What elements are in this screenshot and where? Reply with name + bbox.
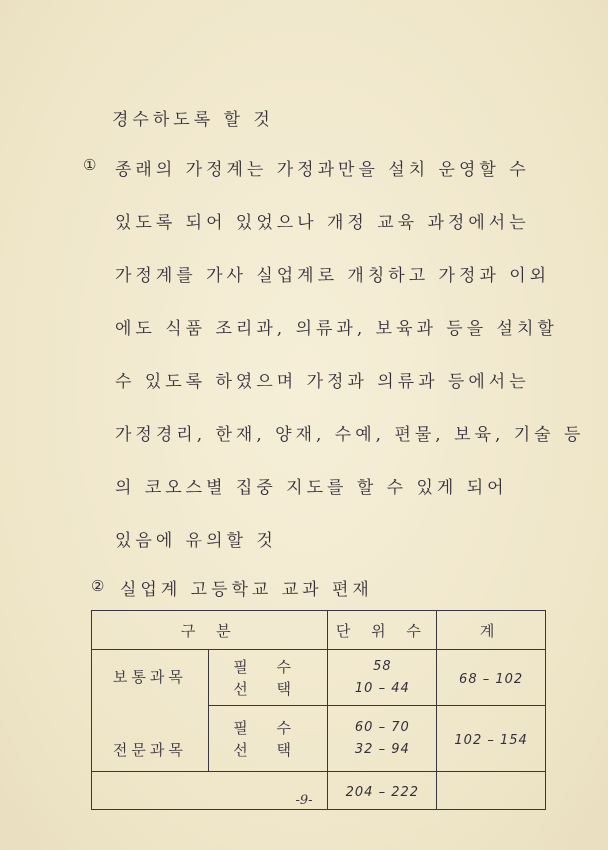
total-general-value: 68 – 102 bbox=[459, 671, 524, 687]
units-elective-value: 32 – 94 bbox=[354, 741, 410, 757]
item1-line-7: 의 코오스별 집중 지도를 할 수 있게 되어 bbox=[115, 478, 508, 498]
sum-units-value: 204 – 222 bbox=[345, 784, 420, 800]
curriculum-table bbox=[91, 610, 546, 810]
sub-required-label: 필 수 bbox=[233, 657, 303, 676]
total-general bbox=[437, 650, 546, 706]
units-special bbox=[328, 706, 437, 772]
intro-line: 경수하도록 할 것 bbox=[112, 110, 274, 130]
sub-required-label: 필 수 bbox=[233, 718, 303, 737]
total-special bbox=[437, 706, 546, 772]
category-special-label: 전문과목 bbox=[112, 741, 187, 759]
sub-general bbox=[208, 650, 328, 706]
item1-line-8: 있음에 유의할 것 bbox=[115, 531, 277, 551]
page-number: -9- bbox=[295, 793, 313, 808]
item1-line-3: 가정계를 가사 실업계로 개칭하고 가정과 이외 bbox=[115, 266, 551, 286]
item1-line-4: 에도 식품 조리과, 의류과, 보육과 등을 설치할 bbox=[115, 319, 558, 339]
units-required-value: 60 – 70 bbox=[354, 719, 410, 735]
item1-line-6: 가정경리, 한재, 양재, 수예, 편물, 보육, 기술 등 bbox=[115, 425, 585, 445]
header-category: 구 분 bbox=[92, 611, 328, 650]
category-general-label: 보통과목 bbox=[112, 668, 187, 686]
sub-special bbox=[208, 706, 328, 772]
table-row bbox=[92, 650, 546, 706]
units-required-value: 58 bbox=[373, 658, 392, 674]
item1-line-5: 수 있도록 하였으며 가정과 의류과 등에서는 bbox=[115, 372, 530, 392]
table-header-row bbox=[92, 611, 546, 650]
header-total: 계 bbox=[437, 611, 546, 650]
item1-marker: ① bbox=[83, 156, 97, 174]
sub-elective-label: 선 택 bbox=[233, 740, 303, 759]
header-units: 단 위 수 bbox=[328, 611, 437, 650]
total-special-value: 102 – 154 bbox=[454, 732, 528, 748]
units-general bbox=[328, 650, 437, 706]
sub-elective-label: 선 택 bbox=[233, 679, 303, 698]
item1-line-2: 있도록 되어 있었으나 개정 교육 과정에서는 bbox=[115, 213, 530, 233]
item2-title: 실업계 고등학교 교과 편재 bbox=[120, 580, 373, 600]
category-general bbox=[92, 650, 209, 772]
item2-marker: ② bbox=[91, 577, 105, 595]
item1-line-1: 종래의 가정계는 가정과만을 설치 운영할 수 bbox=[115, 160, 530, 180]
units-elective-value: 10 – 44 bbox=[354, 680, 410, 696]
